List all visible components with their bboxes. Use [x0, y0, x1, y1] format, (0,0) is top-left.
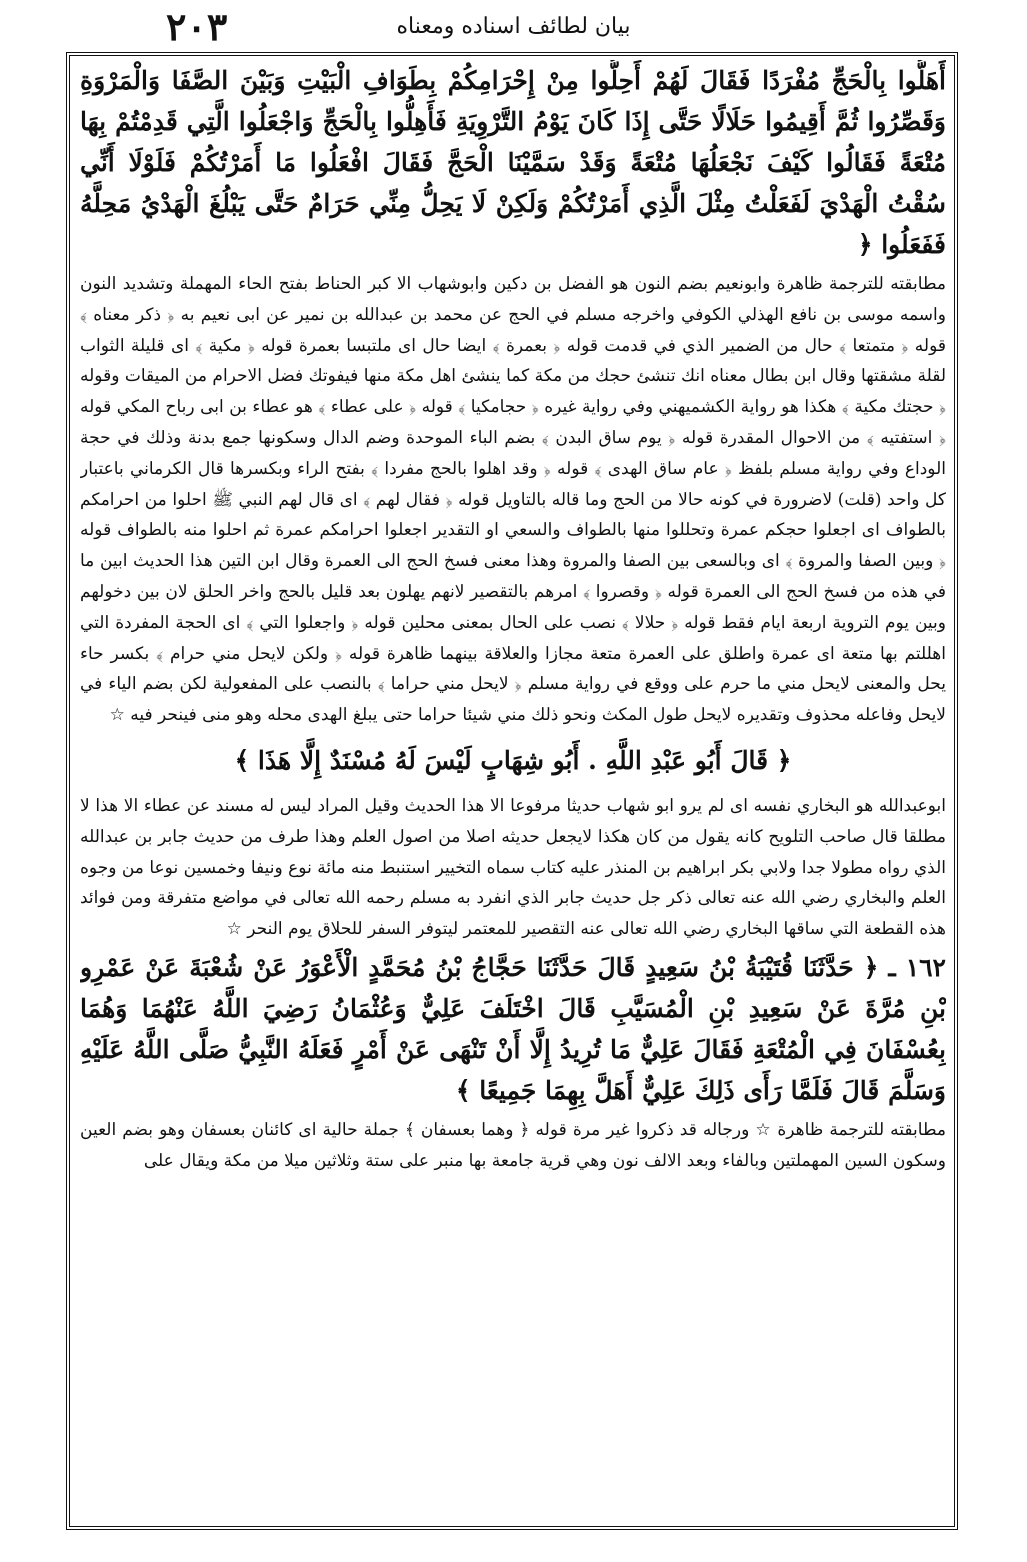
hadith-text: أَهَلُّوا بِالْحَجِّ مُفْرَدًا فَقَالَ لَهُمْ أَحِلُّوا مِنْ إِحْرَامِكُمْ بِطَوَافِ الْبَيْتِ وَبَيْنَ الصَّفَا وَالْمَرْوَةِ وَقَصِّرُوا ثُمَّ أَقِيمُوا حَلَالًا حَتَّى إِذَا كَانَ يَوْمُ التَّرْوِيَةِ فَأَهِلُّوا بِالْحَجِّ وَاجْعَلُوا الَّتِي قَدِمْتُمْ بِهَا مُتْعَةً فَقَالُوا كَيْفَ نَجْعَلُهَا مُتْعَةً وَقَدْ سَمَّيْنَا الْحَجَّ فَقَالَ افْعَلُوا مَا أَمَرْتُكُمْ فَلَوْلَا أَنِّي سُقْتُ الْهَدْيَ لَفَعَلْتُ مِثْلَ الَّذِي أَمَرْتُكُمْ وَلَكِنْ لَا يَحِلُّ مِنِّي حَرَامٌ حَتَّى يَبْلُغَ الْهَدْيُ مَحِلَّهُ فَفَعَلُوا ﴿: [80, 66, 946, 259]
running-title: بيان لطائف اسناده ومعناه: [396, 14, 631, 39]
commentary-text-3: مطابقته للترجمة ظاهرة ☆ ورجاله قد ذكروا غير مرة قوله ﴿ وهما بعسفان ﴾ جملة حالية اى كائنان بعسفان وهو بضم العين وسكون السين المهملتين وبالفاء وبعد الالف نون وهي قرية جامعة بها منبر على ستة وثلاثين ميلا من مكة ويقال على: [80, 1119, 946, 1171]
page-header: [70, 4, 957, 52]
commentary-text: مطابقته للترجمة ظاهرة وابونعيم بضم النون هو الفضل بن دكين وابوشهاب الا كبر الحناط بفتح الحاء المهملة وتشديد النون واسمه موسى بن نافع الهذلي الكوفي واخرجه مسلم في الحج عن محمد بن عبدالله بن نمير عن ابى نعيم به ﴿ ذكر معناه ﴾ قوله ﴿ متمتعا ﴾ حال من الضمير الذي في قدمت قوله ﴿ بعمرة ﴾ ايضا حال اى ملتبسا بعمرة قوله ﴿ مكية ﴾ اى قليلة الثواب لقلة مشقتها وقال ابن بطال معناه انك تنشئ حجك من مكة كما ينشئ اهل مكة منها فيفوتك فضل الاحرام من الميقات وقوله ﴿ حجتك مكية ﴾ هكذا هو رواية الكشميهني وفي رواية غيره ﴿ حجامكيا ﴾ قوله ﴿ على عطاء ﴾ هو عطاء بن ابى رباح المكي قوله ﴿ استفتيه ﴾ من الاحوال المقدرة قوله ﴿ يوم ساق البدن ﴾ بضم الباء الموحدة وضم الدال وسكونها جمع بدنة وذلك في حجة الوداع وفي رواية مسلم بلفظ ﴿ عام ساق الهدى ﴾ قوله ﴿ وقد اهلوا بالحج مفردا ﴾ بفتح الراء وبكسرها قال الكرماني باعتبار كل واحد (قلت) لاضرورة في كونه حالا من الحج وما قاله بالتاويل قوله ﴿ فقال لهم ﴾ اى قال لهم النبي ﷺ احلوا من احرامكم بالطواف اى اجعلوا حجكم عمرة وتحللوا منها بالطواف والسعي او التقدير اجعلوا احرامكم عمرة ثم احلوا منه بالطواف قوله ﴿ وبين الصفا والمروة ﴾ اى وبالسعى بين الصفا والمروة وهذا معنى فسخ الحج الى العمرة وقال ابن التين هذا الحديث ابين ما في هذه من فسخ الحج الى العمرة قوله ﴿ وقصروا ﴾ امرهم بالتقصير لانهم يهلون بعد قليل بالحج واخر الحلق لان بين دخولهم وبين يوم التروية اربعة ايام فقط قوله ﴿ حلالا ﴾ نصب على الحال بمعنى محلين قوله ﴿ واجعلوا التي ﴾ اى الحجة المفردة التي اهللتم بها متعة اى عمرة واطلق على العمرة متعة مجازا والعلاقة بينهما ظاهرة قوله ﴿ ولكن لايحل مني حرام ﴾ بكسر حاء يحل والمعنى لايحل مني ما حرم على ووقع في رواية مسلم ﴿ لايحل مني حراما ﴾ بالنصب على المفعولية لكن بضم الياء في لايحل وفاعله محذوف وتقديره لايحل طول المكث ونحو ذلك مني شيئا حراما حتى يبلغ الهدى محله وهو منى فينحر فيه ☆: [80, 274, 946, 726]
bukhari-remark: ﴿ قَالَ أَبُو عَبْدِ اللَّهِ . أَبُو شِهَابٍ لَيْسَ لَهُ مُسْنَدٌ إِلَّا هَذَا ﴾: [234, 745, 792, 775]
text-body: [80, 60, 946, 1520]
hadith-162-text: ١٦٢ ـ ﴿ حَدَّثَنَا قُتَيْبَةُ بْنُ سَعِيدٍ قَالَ حَدَّثَنَا حَجَّاجُ بْنُ مُحَمَّدٍ الْأَعْوَرُ عَنْ شُعْبَةَ عَنْ عَمْرِو بْنِ مُرَّةَ عَنْ سَعِيدِ بْنِ الْمُسَيَّبِ قَالَ اخْتَلَفَ عَلِيٌّ وَعُثْمَانُ رَضِيَ اللَّهُ عَنْهُمَا وَهُمَا بِعُسْفَانَ فِي الْمُتْعَةِ فَقَالَ عَلِيٌّ مَا تُرِيدُ إِلَّا أَنْ تَنْهَى عَنْ أَمْرٍ فَعَلَهُ النَّبِيُّ صَلَّى اللَّهُ عَلَيْهِ وَسَلَّمَ قَالَ فَلَمَّا رَأَى ذَلِكَ عَلِيٌّ أَهَلَّ بِهِمَا جَمِيعًا ﴾: [80, 952, 946, 1105]
commentary-text-2: ابوعبدالله هو البخاري نفسه اى لم يرو ابو شهاب حديثا مرفوعا الا هذا الحديث وقيل المراد ليس له مسند عن عطاء الا هذا لا مطلقا قال صاحب التلويح كانه يقول من كان هكذا لايجعل حديثه اصلا من اصول العلم وهذا طرف من حديث جابر بن عبدالله الذي رواه مطولا جدا ولابي بكر ابراهيم بن المنذر عليه كتاب سماه التخيير استنبط منه مائة نوع ونيفا وخمسين نوعا من وجوه العلم والبخاري رضي الله عنه تعالى ذكر جل حديث جابر الذي انفرد به مسلم رحمه الله تعالى في مواضع متفرقة ومن فوائد هذه القطعة التي ساقها البخاري رضي الله تعالى عنه التقصير للمعتمر ليتوفر السفر للحلاق يوم النحر ☆: [80, 795, 946, 940]
page-number: ٢٠٣: [166, 4, 228, 49]
